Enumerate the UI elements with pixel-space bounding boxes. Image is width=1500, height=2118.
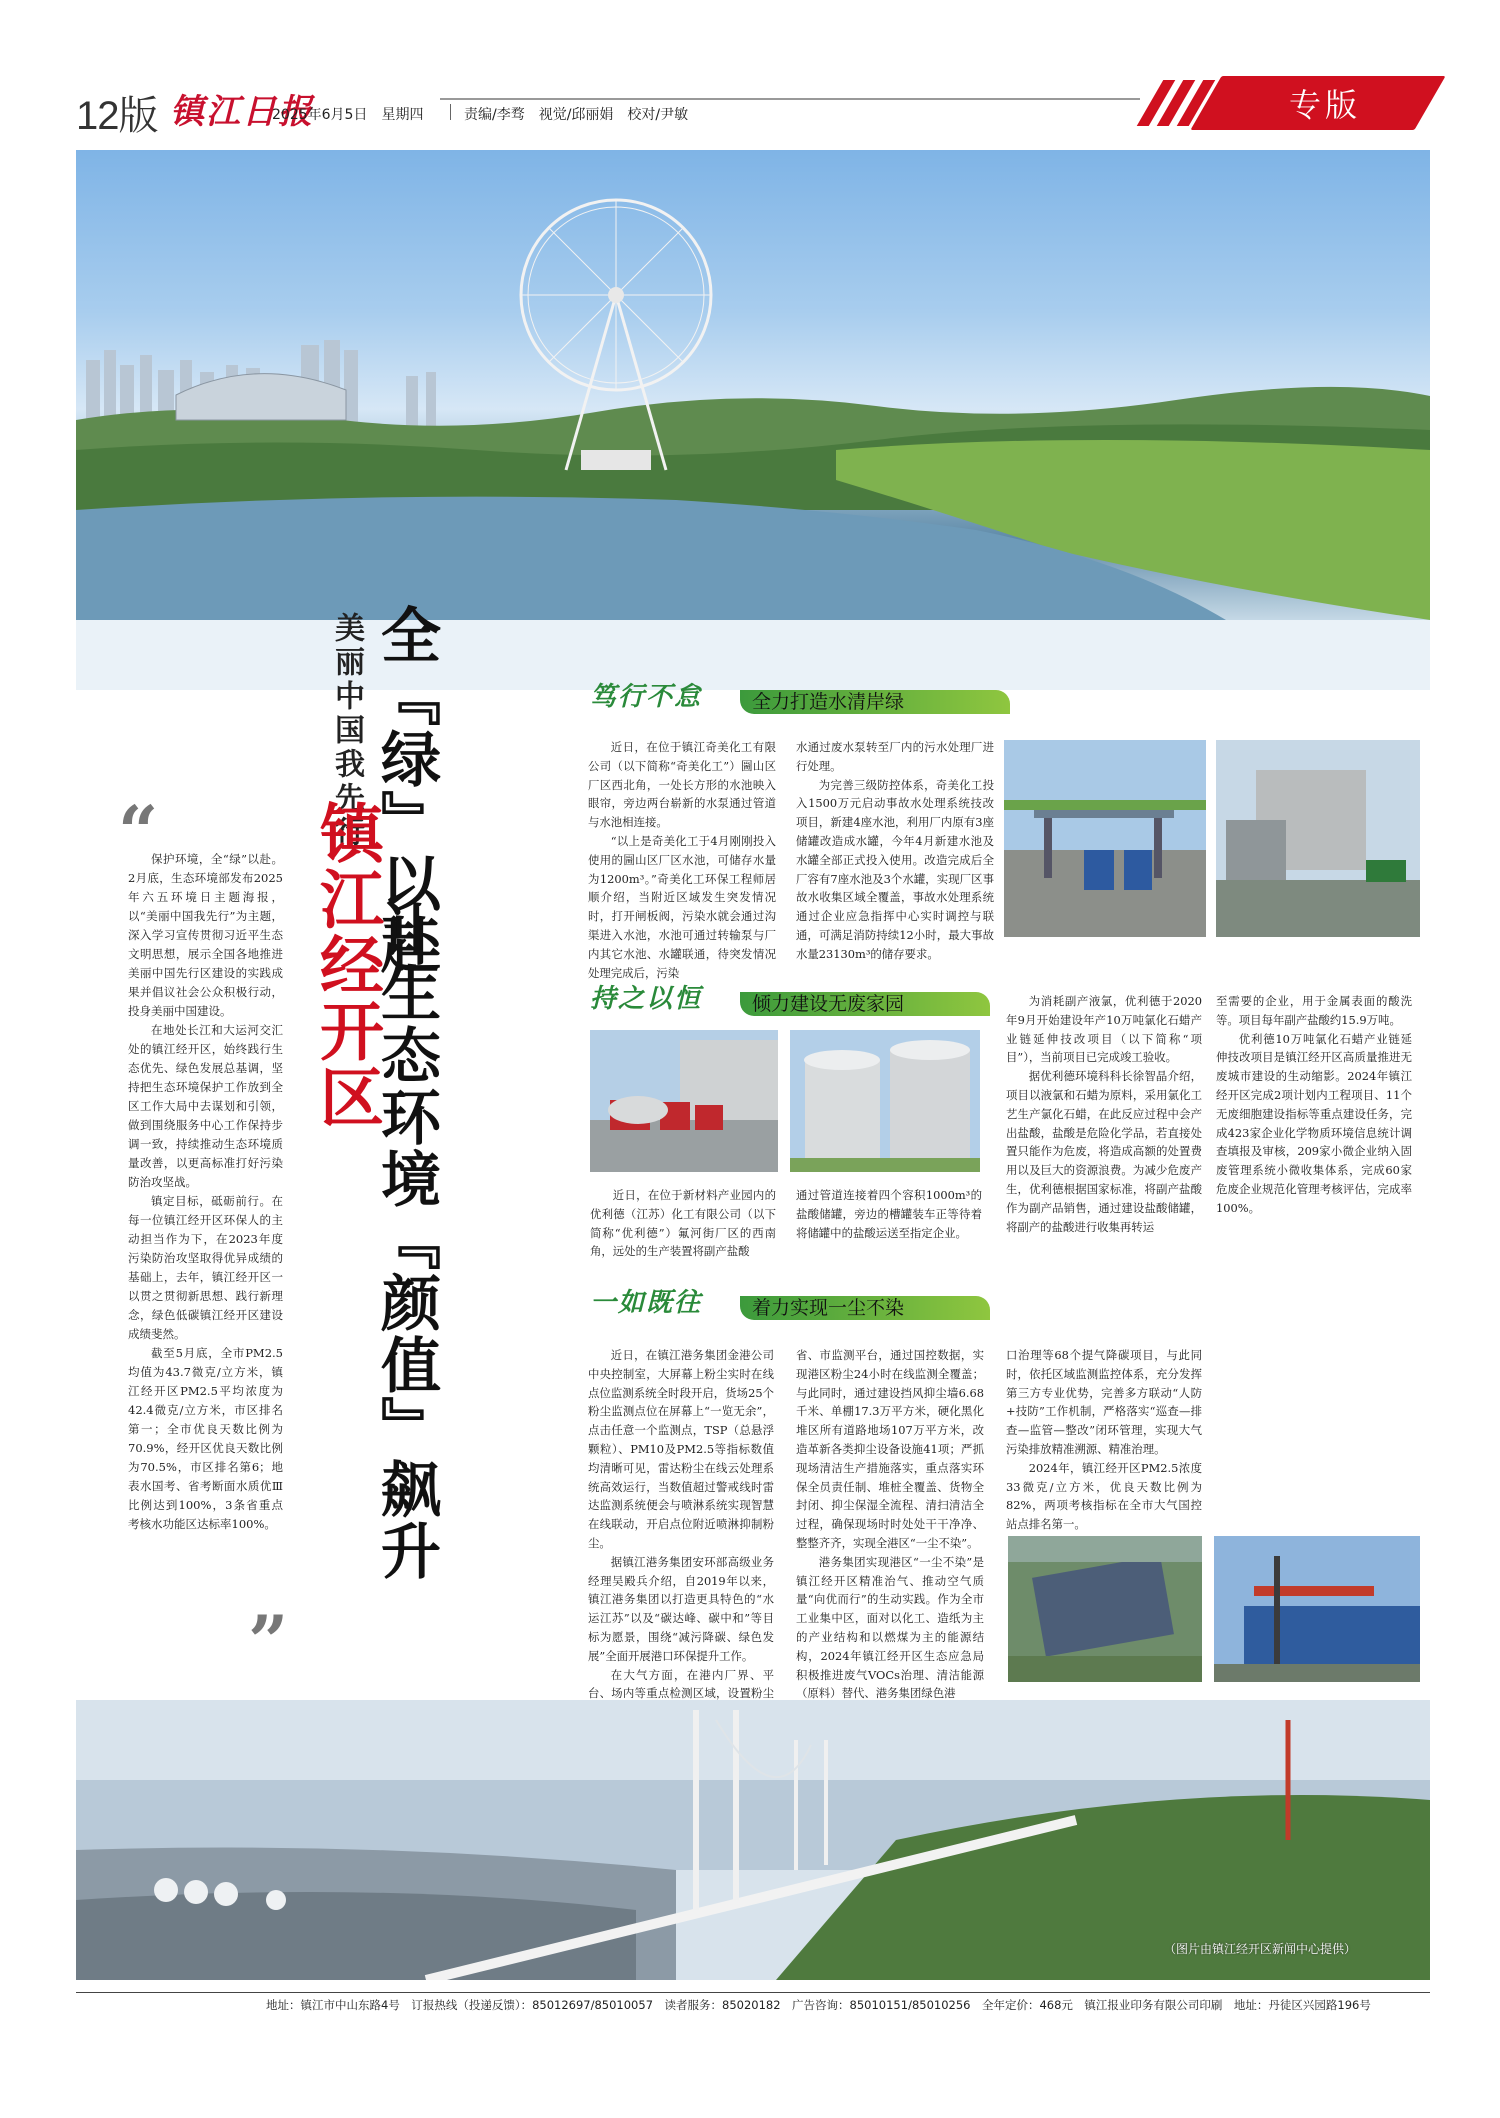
- article-paragraph: 近日，在位于镇江奇美化工有限公司（以下简称“奇美化工”）圌山区厂区西北角，一处长方形的水池映入眼帘，旁边两台崭新的水泵通过管道与水池相连接。: [588, 740, 776, 830]
- article-paragraph: 港务集团实现港区“一尘不染”是镇江经开区精准治气、推动空气质量“向优而行”的生动实践。作为全市工业集中区，面对以化工、造纸为主的产业结构和以燃煤为主的能源结构，2024年镇江经开区生态应急局积极推进废气VOCs治理、清洁能源（原料）替代、港务集团绿色港: [796, 1554, 984, 1701]
- article-paragraph: 近日，在镇江港务集团金港公司中央控制室，大屏幕上粉尘实时在线点位监测系统全时段开启，货场25个粉尘监测点位在屏幕上“一览无余”，点击任意一个监测点，TSP（总悬浮颗粒）、PM10及PM2.5等指标数值均清晰可见，雷达粉尘在线云处理系统高效运行，当数值超过警戒线时雷达监测系统便会与喷淋系统实现智慧在线联动，开启点位附近喷淋抑制粉尘。: [588, 1348, 774, 1550]
- section-title: 全力打造水清岸绿: [752, 691, 905, 713]
- footer-info: 地址：镇江市中山东路4号 订报热线（投递反馈）：85012697/85010057 读者服务：85020182 广告咨询：85010151/85010256 全年定价：468元 镇江报业印务有限公司印刷 地址：丹徒区兴园路196号: [266, 1998, 1371, 2012]
- header-rule: [440, 98, 1140, 100]
- page-footer: [76, 1992, 1430, 2016]
- section-header-water: [590, 684, 1010, 716]
- page-header: [0, 0, 1500, 140]
- photo-tanker-trucks: [590, 1030, 778, 1172]
- editor-credits: 责编/李骛 视觉/邱丽娟 校对/尹敏: [464, 107, 689, 123]
- footer-rule: [76, 1992, 1430, 1993]
- article-paragraph: 口治理等68个提气降碳项目，与此同时，依托区域监测监控体系，充分发挥第三方专业优势，完善多方联动“人防+技防”工作机制，严格落实“巡查—排查—监管—整改”闭环管理，实现大气污染排放精准溯源、精准治理。: [1006, 1348, 1202, 1456]
- headline-subtitle: 美丽中国我先行: [329, 612, 364, 850]
- article-paragraph: 据优利德环境科科长徐智晶介绍，项目以液氯和石蜡为原料，采用氯化工艺生产氯化石蜡，在此反应过程中会产出盐酸，盐酸是危险化学品，若直接处置只能作为危废，将造成高额的处置费用以及巨大的资源浪费。为减少危废产生，优利德根据国家标准，将副产盐酸作为副产品销售，通过建设盐酸储罐，将副产的盐酸进行收集再转运: [1006, 1069, 1202, 1234]
- quote-open-mark: “: [118, 790, 159, 873]
- section-kicker: 笃行不怠: [590, 682, 703, 712]
- intro-paragraph: 保护环境，全“绿”以赴。2月底，生态环境部发布2025年六五环境日主题海报，以“美丽中国我先行”为主题，深入学习宣传贯彻习近平生态文明思想，展示全国各地推进美丽中国先行区建设的实践成果并倡议社会公众积极行动，投身美丽中国建设。: [128, 852, 283, 1018]
- section-kicker: 持之以恒: [590, 984, 703, 1014]
- photo-water-pumps: [1004, 740, 1206, 937]
- article-paragraph: 2024年，镇江经开区PM2.5浓度33微克/立方米，优良天数比例为82%，两项考核指标在全市大气国控站点排名第一。: [1006, 1460, 1202, 1532]
- article-column: [588, 738, 776, 982]
- article-paragraph: 省、市监测平台，通过国控数据，实现港区粉尘24小时在线监测全覆盖；与此同时，通过建设挡风抑尘墙6.68千米、单棚17.3万平方米，硬化黑化堆区所有道路地场107万平方米，改造革新各类抑尘设备设施41项；严抓现场清洁生产措施落实，重点落实环保全员责任制、堆桩全覆盖、货物全封闭、抑尘保湿全流程、清扫清洁全过程，确保现场时时处处干干净净、整整齐齐，实现全港区“一尘不染”。: [796, 1348, 984, 1550]
- intro-paragraph: 截至5月底，全市PM2.5均值为43.7微克/立方米，镇江经开区PM2.5平均浓度为42.4微克/立方米，市区排名第一；全市优良天数比例为70.9%，经开区优良天数比例为70.5%，市区排名第6；地表水国考、省考断面水质优Ⅲ比例达到100%，3条省重点考核水功能区达标率100%。: [128, 1346, 283, 1531]
- intro-paragraph: 在地处长江和大运河交汇处的镇江经开区，始终践行生态优先、绿色发展总基调，坚持把生态环境保护工作放到全区工作大局中去谋划和引领，做到围绕服务中心工作保持步调一致，持续推动生态环境质量改善，以更高标准打好污染防治攻坚战。: [128, 1023, 283, 1189]
- article-column: [796, 1346, 984, 1703]
- article-column: [588, 1346, 774, 1722]
- section-kicker: 一如既往: [590, 1288, 703, 1318]
- section-title: 倾力建设无废家园: [752, 993, 905, 1015]
- article-column: [1216, 992, 1412, 1218]
- headline-main-bottom: 让生态环境『颜值』飙升: [371, 900, 441, 1582]
- photo-credit: （图片由镇江经开区新闻中心提供）: [1164, 1942, 1357, 1956]
- article-paragraph: “以上是奇美化工于4月刚刚投入使用的圌山区厂区水池，可储存水量为1200m³。”奇美化工环保工程师居顺介绍，当附近区域发生突发情况时，打开闸板阀，污染水就会通过沟渠进入水池，水池可通过转输泵与厂内其它水池、水罐联通，待突发情况处理完成后，污染: [588, 833, 776, 980]
- header-divider: [450, 104, 451, 120]
- section-header-wastefree: [590, 986, 1010, 1018]
- intro-text: [128, 850, 283, 1534]
- article-column: [590, 1186, 776, 1261]
- article-column: [796, 1186, 982, 1242]
- article-column: [796, 738, 994, 964]
- section-label: 专版: [1288, 86, 1361, 124]
- headline-main-top: 全『绿』以赴: [371, 604, 441, 976]
- article-paragraph: 为消耗副产液氯，优利德于2020年9月开始建设年产10万吨氯化石蜡产业链延伸技改项目（以下简称“项目”），当前项目已完成竣工验收。: [1006, 994, 1202, 1065]
- article-column: [1006, 992, 1202, 1236]
- article-paragraph: 优利德10万吨氯化石蜡产业链延伸技改项目是镇江经开区高质量推进无废城市建设的生动缩影。2024年镇江经开区完成2项计划内工程项目、11个无废细胞建设指标等重点建设任务，完成423家企业化学物质环境信息统计调查填报及审核，209家小微企业纳入固废管理系统小微收集体系，完成60家危废企业规范化管理考核评估，完成率100%。: [1216, 1031, 1412, 1215]
- issue-date: 2025年6月5日 星期四: [272, 107, 424, 123]
- photo-port-solar-roof-aerial: [1008, 1536, 1202, 1682]
- paper-logo: 镇江日报: [170, 92, 314, 132]
- article-paragraph: 近日，在位于新材料产业园内的优利德（江苏）化工有限公司（以下简称“优利德”）氟河街厂区的西南角，远处的生产装置将副产盐酸: [590, 1188, 776, 1259]
- photo-port-crane: [1214, 1536, 1420, 1682]
- intro-paragraph: 镇定目标，砥砺前行。在每一位镇江经开区环保人的主动担当作为下，在2023年度污染防治攻坚取得优异成绩的基础上，去年，镇江经开区一以贯之贯彻新思想、践行新理念，绿色低碳镇江经开区建设成绩斐然。: [128, 1194, 283, 1341]
- section-title: 着力实现一尘不染: [752, 1297, 905, 1319]
- photo-water-tanks: [1216, 740, 1420, 937]
- quote-close-mark: ”: [248, 1600, 289, 1683]
- photo-hydrochloric-acid-tanks: [790, 1030, 980, 1172]
- article-column: [1006, 1346, 1202, 1553]
- article-paragraph: 为完善三级防控体系，奇美化工投入1500万元启动事故水处理系统技改项目，新建4座水池，利用厂内原有3座储罐改造成水罐，今年4月新建水池及水罐全部正式投入使用。改造完成后全厂容有7座水池及3个水罐，实现厂区事故水收集区域全覆盖，事故水处理系统通过企业应急指挥中心实时调控与联通，可满足消防持续12小时，最大事故水量23130m³的储存要求。: [796, 777, 994, 961]
- headline-district: 镇江经开区: [309, 800, 383, 1130]
- page-number: 12版: [76, 94, 158, 138]
- photo-bridge-and-port-aerial: [76, 1700, 1430, 1980]
- section-header-dust: [590, 1290, 1010, 1322]
- article-paragraph: 通过管道连接着四个容积1000m³的盐酸储罐，旁边的槽罐装车正等待着将储罐中的盐酸运送至指定企业。: [796, 1188, 982, 1240]
- article-paragraph: 据镇江港务集团安环部高级业务经理吴殿兵介绍，自2019年以来，镇江港务集团以打造更具特色的“水运江苏”以及“碳达峰、碳中和”等目标为愿景，围绕“减污降碳、绿色发展”全面开展港口环保提升工作。: [588, 1554, 774, 1663]
- article-paragraph: 水通过废水泵转至厂内的污水处理厂进行处理。: [796, 740, 994, 773]
- article-paragraph: 在大气方面，在港内厂界、平台、场内等重点检测区域，设置粉尘: [588, 1667, 774, 1701]
- article-paragraph: 至需要的企业，用于金属表面的酸洗等。项目每年副产盐酸约15.9万吨。: [1216, 994, 1412, 1027]
- hero-photo-ferris-wheel-lake: [76, 150, 1430, 690]
